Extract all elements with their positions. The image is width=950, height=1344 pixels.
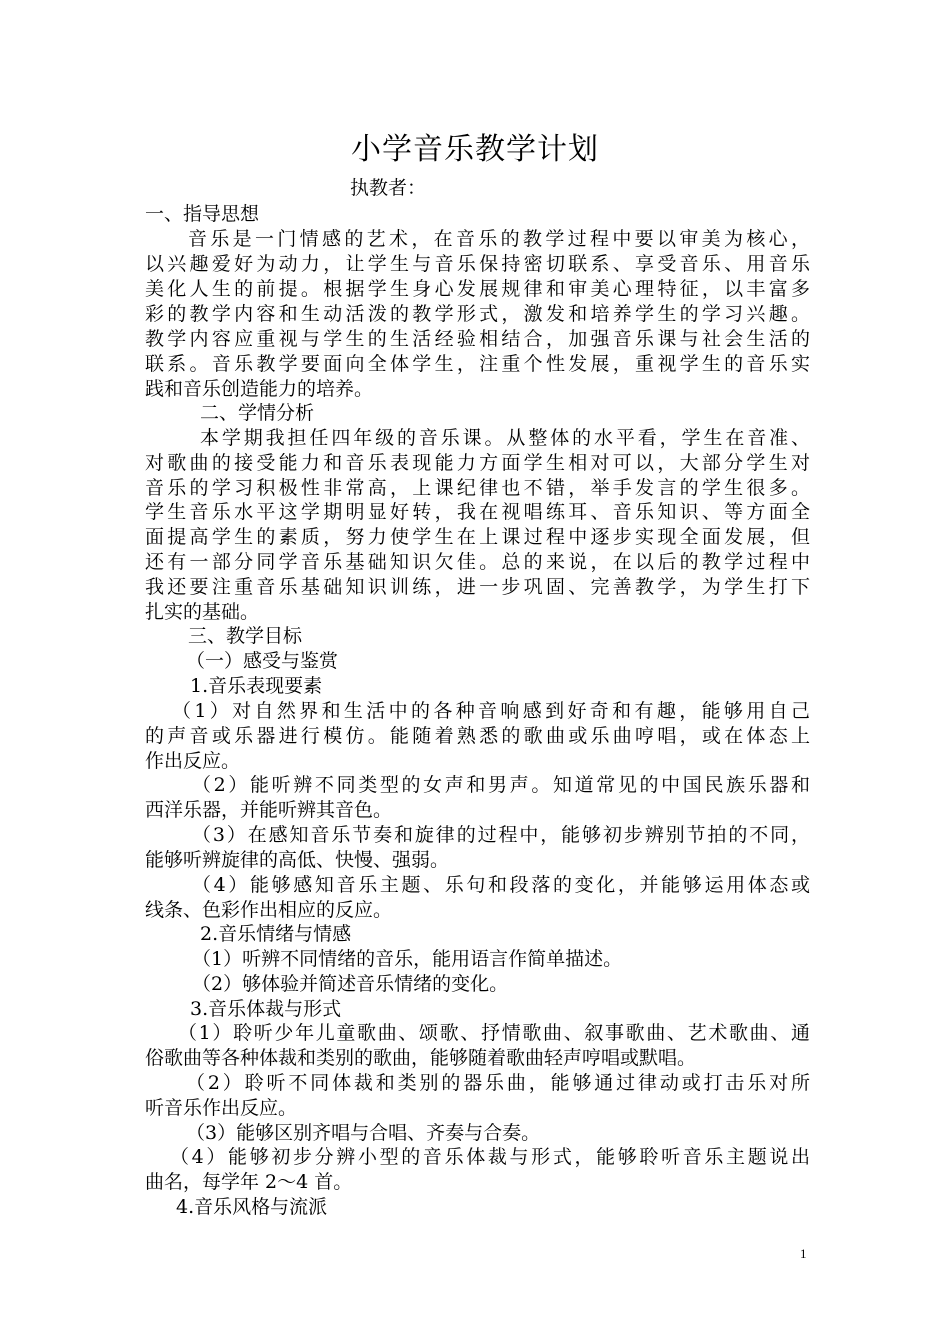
- paragraph-line: 还有一部分同学音乐基础知识欠佳。总的来说，在以后的教学过程中: [145, 551, 810, 573]
- document-title: 小学音乐教学计划: [351, 132, 599, 167]
- paragraph-line: （2）够体验并简述音乐情绪的变化。: [192, 973, 509, 995]
- paragraph-line: 本学期我担任四年级的音乐课。从整体的水平看，学生在音准、: [200, 427, 810, 449]
- paragraph-line: （1）听辨不同情绪的音乐，能用语言作简单描述。: [192, 948, 623, 970]
- paragraph-line: 美化人生的前提。根据学生身心发展规律和审美心理特征，以丰富多: [145, 278, 810, 300]
- paragraph-line: 学生音乐水平这学期明显好转，我在视唱练耳、音乐知识、等方面全: [145, 501, 810, 523]
- subsection-heading: 1.音乐表现要素: [190, 675, 323, 697]
- paragraph-line: （4）能够初步分辨小型的音乐体裁与形式，能够聆听音乐主题说出: [170, 1146, 810, 1168]
- paragraph-line: 能够听辨旋律的高低、快慢、强弱。: [145, 849, 450, 871]
- subsection-heading: 4.音乐风格与流派: [176, 1196, 328, 1218]
- paragraph-line: 彩的教学内容和生动活泼的教学形式，激发和培养学生的学习兴趣。: [145, 303, 810, 325]
- paragraph-line: （1）聆听少年儿童歌曲、颂歌、抒情歌曲、叙事歌曲、艺术歌曲、通: [178, 1022, 810, 1044]
- paragraph-line: 俗歌曲等各种体裁和类别的歌曲，能够随着歌曲轻声哼唱或默唱。: [145, 1047, 697, 1069]
- paragraph-line: 扎实的基础。: [145, 601, 260, 623]
- paragraph-line: （2）能听辨不同类型的女声和男声。知道常见的中国民族乐器和: [192, 774, 810, 796]
- paragraph-line: （2）聆听不同体裁和类别的器乐曲，能够通过律动或打击乐对所: [186, 1072, 810, 1094]
- paragraph-line: （3）能够区别齐唱与合唱、齐奏与合奏。: [186, 1122, 541, 1144]
- paragraph-line: 对歌曲的接受能力和音乐表现能力方面学生相对可以，大部分学生对: [145, 452, 810, 474]
- paragraph-line: 的声音或乐器进行模仿。能随着熟悉的歌曲或乐曲哼唱，或在体态上: [145, 725, 810, 747]
- paragraph-line: （3）在感知音乐节奏和旋律的过程中，能够初步辨别节拍的不同，: [192, 824, 810, 846]
- paragraph-line: 面提高学生的素质，努力使学生在上课过程中逐步实现全面发展，但: [145, 526, 810, 548]
- paragraph-line: 线条、色彩作出相应的反应。: [145, 899, 393, 921]
- paragraph-line: （4）能够感知音乐主题、乐句和段落的变化，并能够运用体态或: [192, 874, 810, 896]
- section-heading: 三、教学目标: [188, 625, 303, 647]
- paragraph-line: 曲名，每学年 2～4 首。: [145, 1171, 353, 1193]
- paragraph-line: 教学内容应重视与学生的生活经验相结合，加强音乐课与社会生活的: [145, 328, 810, 350]
- paragraph-line: （1）对自然界和生活中的各种音响感到好奇和有趣，能够用自己: [172, 700, 810, 722]
- paragraph-line: 听音乐作出反应。: [145, 1097, 298, 1119]
- paragraph-line: 我还要注重音乐基础知识训练，进一步巩固、完善教学，为学生打下: [145, 576, 810, 598]
- author-line: 执教者：: [350, 177, 427, 199]
- page-number: 1: [800, 1246, 807, 1261]
- subsection-heading: 2.音乐情绪与情感: [200, 923, 352, 945]
- paragraph-line: 践和音乐创造能力的培养。: [145, 378, 374, 400]
- paragraph-line: 联系。音乐教学要面向全体学生，注重个性发展，重视学生的音乐实: [145, 353, 810, 375]
- paragraph-line: 西洋乐器，并能听辨其音色。: [145, 799, 393, 821]
- paragraph-line: 音乐的学习积极性非常高，上课纪律也不错，举手发言的学生很多。: [145, 477, 810, 499]
- paragraph-line: 作出反应。: [145, 750, 241, 772]
- section-heading: 一、指导思想: [145, 203, 260, 225]
- paragraph-line: 音乐是一门情感的艺术，在音乐的教学过程中要以审美为核心，: [188, 228, 810, 250]
- section-heading: 二、学情分析: [200, 402, 315, 424]
- paragraph-line: 以兴趣爱好为动力，让学生与音乐保持密切联系、享受音乐、用音乐: [145, 253, 810, 275]
- subsection-heading: （一）感受与鉴赏: [186, 650, 339, 672]
- subsection-heading: 3.音乐体裁与形式: [190, 998, 342, 1020]
